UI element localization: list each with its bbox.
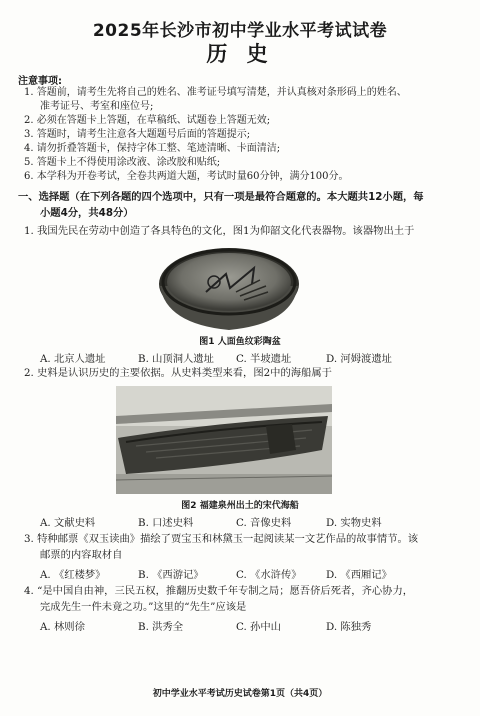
option-a[interactable]: A. 文献史料 [40, 517, 96, 529]
question-2-options [40, 514, 382, 529]
exam-title: 2025年长沙市初中学业水平考试试卷 [92, 21, 388, 41]
question-4-stem: 4. “是中国自由神，三民五权，推翻历史数千年专制之局；愿吾侪后死者，齐心协力， [24, 585, 414, 597]
figure-2-caption: 图2 福建泉州出土的宋代海船 [181, 501, 299, 511]
option-c[interactable]: C. 《水浒传》 [236, 569, 302, 581]
section-1-heading-cont: 小题4分，共48分） [40, 207, 134, 219]
option-d[interactable]: D. 实物史料 [326, 517, 382, 529]
note-item-1-cont: 准考证号、考室和座位号; [40, 101, 154, 112]
question-3-options [40, 566, 392, 581]
option-c[interactable]: C. 音像史料 [236, 517, 292, 529]
option-a[interactable]: A. 北京人遗址 [40, 353, 106, 365]
notes-heading: 注意事项: [18, 76, 62, 87]
option-b[interactable]: B. 口述史料 [138, 517, 194, 529]
option-a[interactable]: A. 林则徐 [40, 621, 85, 633]
option-c[interactable]: C. 孙中山 [236, 621, 281, 633]
painted-pottery-basin-image [156, 244, 302, 332]
option-c[interactable]: C. 半坡遗址 [236, 353, 292, 365]
note-item-3: 3. 答题时，请考生注意各大题题号后面的答题提示; [24, 129, 251, 140]
note-item-1: 1. 答题前，请考生先将自己的姓名、准考证号填写清楚，并认真核对条形码上的姓名、 [24, 87, 407, 98]
note-item-6: 6. 本学科为开卷考试，全卷共两道大题，考试时量60分钟，满分100分。 [24, 171, 349, 182]
page-footer: 初中学业水平考试历史试卷第1页（共4页） [152, 689, 328, 699]
option-b[interactable]: B. 洪秀全 [138, 621, 184, 633]
question-1-stem: 1. 我国先民在劳动中创造了各具特色的文化，图1为仰韶文化代表器物。该器物出土于 [24, 225, 415, 237]
song-dynasty-ship-image [116, 386, 332, 494]
question-3-stem: 3. 特种邮票《双玉读曲》描绘了贾宝玉和林黛玉一起阅读某一文艺作品的故事情节。该 [24, 533, 419, 545]
option-d[interactable]: D. 陈独秀 [326, 621, 372, 633]
option-a[interactable]: A. 《红楼梦》 [40, 569, 106, 581]
option-d[interactable]: D. 《西厢记》 [326, 569, 392, 581]
question-3-stem-cont: 邮票的内容取材自 [40, 549, 123, 561]
option-d[interactable]: D. 河姆渡遗址 [326, 353, 392, 365]
option-b[interactable]: B. 山顶洞人遗址 [138, 353, 214, 365]
note-item-5: 5. 答题卡上不得使用涂改液、涂改胶和贴纸; [24, 157, 221, 168]
section-1-heading: 一、选择题（在下列各题的四个选项中，只有一项是最符合题意的。本大题共12小题，每 [18, 191, 424, 203]
question-2-stem: 2. 史料是认识历史的主要依据。从史料类型来看，图2中的海船属于 [24, 367, 332, 379]
question-1-options [40, 350, 392, 365]
question-4-stem-cont: 完成先生一件未竟之功。”这里的“先生”应该是 [40, 601, 247, 613]
option-b[interactable]: B. 《西游记》 [138, 569, 204, 581]
subject-title: 历 史 [206, 42, 274, 66]
figure-1-caption: 图1 人面鱼纹彩陶盆 [199, 337, 281, 347]
question-4-options [40, 618, 371, 633]
note-item-2: 2. 必须在答题卡上答题，在草稿纸、试题卷上答题无效; [24, 115, 271, 126]
note-item-4: 4. 请勿折叠答题卡，保持字体工整、笔迹清晰、卡面清洁; [24, 143, 281, 154]
